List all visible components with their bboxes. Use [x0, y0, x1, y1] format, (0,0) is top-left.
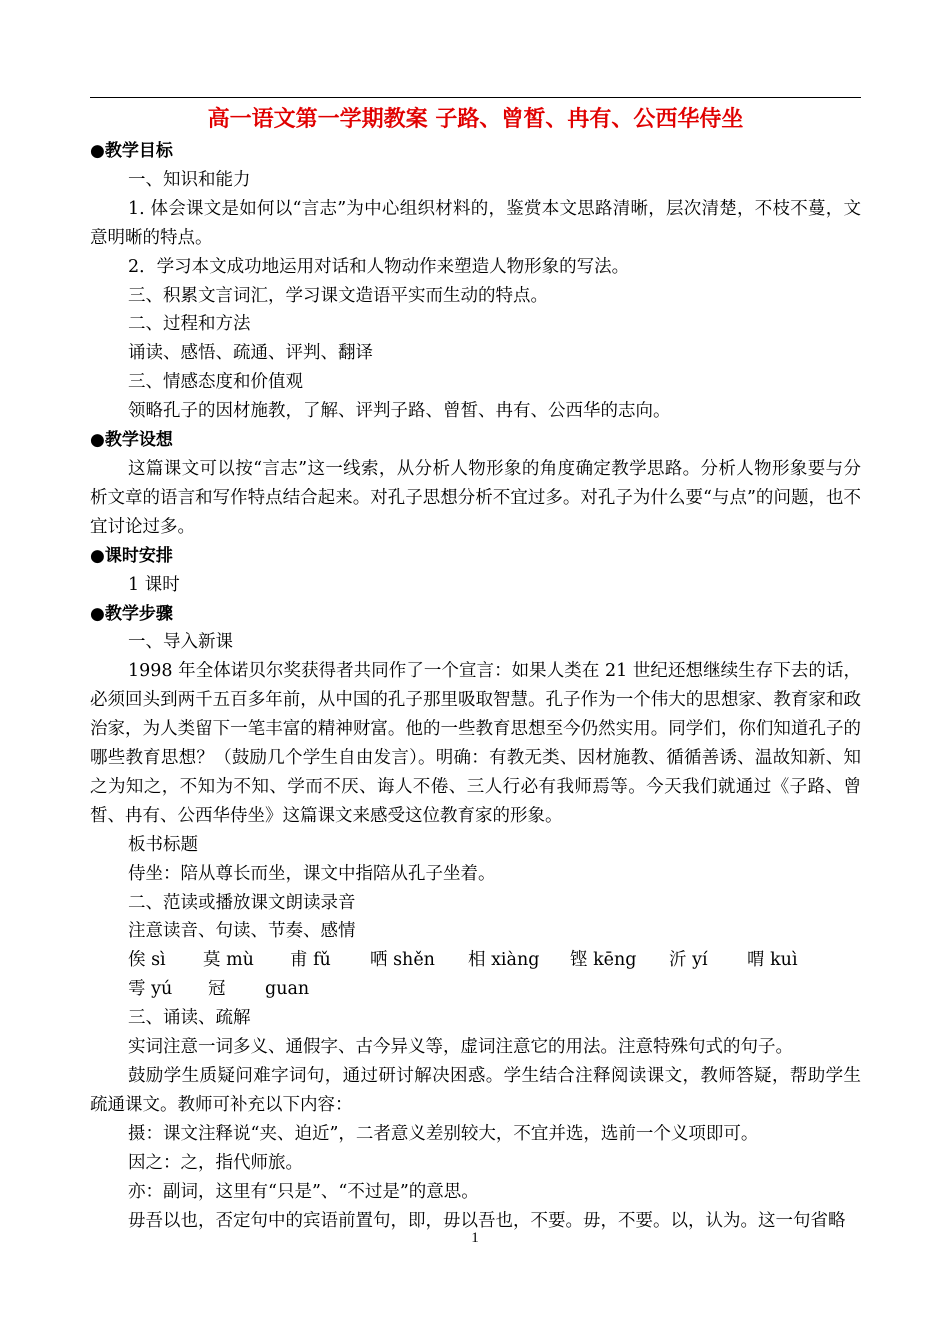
- goals-line: 一、知识和能力: [128, 169, 251, 190]
- pinyin-item: 喟 kuì: [747, 950, 798, 971]
- reading-title: 二、范读或播放课文朗读录音: [128, 892, 356, 913]
- note-item: 因之：之，指代师旅。: [128, 1152, 303, 1173]
- goals-line: 三、情感态度和价值观: [128, 372, 303, 393]
- pinyin-row: [90, 946, 861, 975]
- design-paragraph: 这篇课文可以按“言志”这一线索，从分析人物形象的角度确定教学思路。分析人物形象要与分析文章的语言和写作特点结合起来。对孔子思想分析不宜过多。对孔子为什么要“与点”的问题，也不宜讨论过多。: [90, 458, 861, 537]
- pinyin-item: 沂 yí: [669, 950, 708, 971]
- board-text: 侍坐：陪从尊长而坐，课文中指陪从孔子坐着。: [128, 863, 496, 884]
- pinyin-item: 俟 sì: [128, 950, 166, 971]
- steps-heading: ●教学步骤: [90, 603, 173, 624]
- intro-title: 一、导入新课: [128, 632, 233, 653]
- pinyin-row: [90, 975, 861, 1004]
- pinyin-item: guan: [265, 979, 310, 1000]
- pinyin-item: 莫 mù: [203, 950, 254, 971]
- page-title: 高一语文第一学期教案 子路、曾皙、冉有、公西华侍坐: [207, 107, 744, 132]
- design-heading: ●教学设想: [90, 430, 173, 451]
- schedule-heading: ●课时安排: [90, 545, 173, 566]
- board-title: 板书标题: [128, 834, 198, 855]
- goals-heading: ●教学目标: [90, 141, 173, 161]
- pinyin-item: 冠: [208, 979, 226, 1000]
- pinyin-item: 雩 yú: [128, 979, 173, 1000]
- explain-title: 三、诵读、疏解: [128, 1008, 251, 1029]
- pinyin-item: 铿 kēng: [570, 950, 637, 971]
- top-rule: [90, 97, 861, 98]
- pinyin-item: 哂 shěn: [370, 950, 435, 971]
- page-number: 1: [471, 1230, 479, 1246]
- reading-note: 注意读音、句读、节奏、感情: [128, 921, 356, 942]
- document-body: [90, 137, 861, 1235]
- goals-line: 三、积累文言词汇，学习课文造语平实而生动的特点。: [128, 285, 548, 306]
- goals-line: 诵读、感悟、疏通、评判、翻译: [128, 343, 373, 364]
- explain-paragraph: 鼓励学生质疑问难字词句，通过研讨解决困惑。学生结合注释阅读课文，教师答疑，帮助学生疏通课文。教师可补充以下内容：: [90, 1066, 861, 1115]
- schedule-text: 1 课时: [128, 574, 180, 595]
- goals-line: 2．学习本文成功地运用对话和人物动作来塑造人物形象的写法。: [128, 256, 630, 277]
- goals-line: 1. 体会课文是如何以“言志”为中心组织材料的，鉴赏本文思路清晰，层次清楚，不枝不蔓，文意明晰的特点。: [90, 198, 861, 248]
- pinyin-item: 甫 fǔ: [290, 950, 331, 971]
- intro-paragraph: 1998 年全体诺贝尔奖获得者共同作了一个宣言：如果人类在 21 世纪还想继续生存下去的话，必须回头到两千五百多年前，从中国的孔子那里吸取智慧。孔子作为一个伟大的思想家、教育家和政治家，为人类留下一笔丰富的精神财富。他的一些教育思想至今仍然实用。同学们，你们知道孔子的哪些教育思想？（鼓励几个学生自由发言）。明确：有教无类、因材施教、循循善诱、温故知新、知之为知之，不知为不知、学而不厌、诲人不倦、三人行必有我师焉等。今天我们就通过《子路、曾皙、冉有、公西华侍坐》这篇课文来感受这位教育家的形象。: [90, 661, 861, 826]
- note-item: 毋吾以也，否定句中的宾语前置句，即，毋以吾也，不要。毋，不要。以，认为。这一句省略: [128, 1210, 846, 1231]
- explain-paragraph: 实词注意一词多义、通假字、古今异义等，虚词注意它的用法。注意特殊句式的句子。: [128, 1037, 793, 1058]
- goals-line: 二、过程和方法: [128, 314, 251, 335]
- goals-line: 领略孔子的因材施教，了解、评判子路、曾皙、冉有、公西华的志向。: [128, 401, 671, 422]
- pinyin-item: 相 xiàng: [468, 950, 540, 971]
- note-item: 亦：副词，这里有“只是”、“不过是”的意思。: [128, 1181, 479, 1202]
- note-item: 摄：课文注释说“夹、迫近”，二者意义差别较大，不宜并选，选前一个义项即可。: [128, 1123, 759, 1144]
